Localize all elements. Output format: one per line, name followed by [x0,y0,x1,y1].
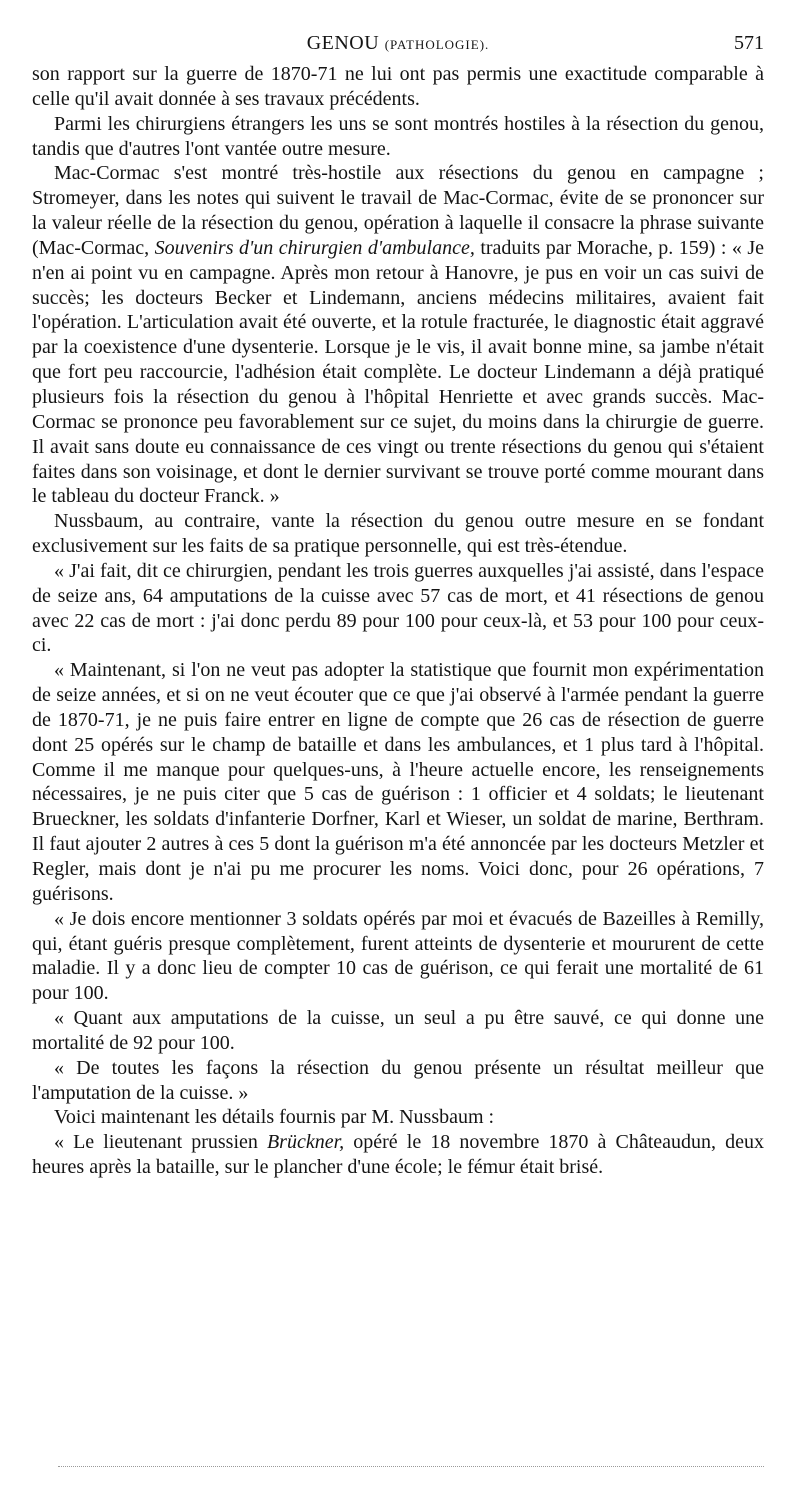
paragraph-5: « J'ai fait, dit ce chirurgien, pendant les trois guerres auxquelles j'ai assisté, dans l'espace de seize ans, 64 amputations de la cuisse avec 57 cas de mort, et 41 résections de genou avec 22 cas de mort : j'ai donc perdu 89 pour 100 pour ceux-là, et 53 pour 100 pour ceux-ci. [32,559,764,657]
paragraph-1: son rapport sur la guerre de 1870-71 ne lui ont pas permis une exactitude comparable à celle qu'il avait donnée à ses travaux précédents. [32,63,764,110]
paragraph-9: « De toutes les façons la résection du genou présente un résultat meilleur que l'amputation de la cuisse. » [32,1056,764,1104]
paragraph-6: « Maintenant, si l'on ne veut pas adopter la statistique que fournit mon expérimentation de seize années, et si on ne veut écouter que ce que j'ai observé à l'armée pendant la guerre de 1870-71, je ne puis faire entrer en ligne de compte que 26 cas de résection de guerre dont 25 opérés sur le champ de bataille et dans les ambulances, et 1 plus tard à l'hôpital. Comme il me manque pour quelques-uns, à l'heure actuelle encore, les renseignements nécessaires, je ne puis citer que 5 cas de guérison : 1 officier et 4 soldats; le lieutenant Brueckner, les soldats d'infanterie Dorfner, Karl et Wieser, un soldat de marine, Berthram. Il faut ajouter 2 autres à ces 5 dont la guérison m'a été annoncée par les docteurs Metzler et Regler, mais dont je n'ai pu me procurer les noms. Voici donc, pour 26 opérations, 7 guérisons. [32,659,764,905]
paragraph-11-name: Brückner, [266,1131,345,1154]
paragraph-7: « Je dois encore mentionner 3 soldats opérés par moi et évacués de Bazeilles à Remilly, qui, étant guéris presque complètement, furent atteints de dysenterie et moururent de cette maladie. Il y a donc lieu de compter 10 cas de guérison, ce qui ferait une mortalité de 61 pour 100. [32,907,764,1005]
paragraph-11 [32,1130,764,1180]
paragraph-3-part-2: traduits par Morache, p. 159) : « Je n'en ai point vu en campagne. Après mon retour à Hanovre, je pus en voir un cas suivi de succès; les docteurs Becker et Lindemann, anciens médecins militaires, avaient fait l'opération. L'articulation avait été ouverte, et la rotule fracturée, le diagnostic était aggravé par la coexistence d'une dysenterie. Lorsque je le vis, il avait bonne mine, sa jambe n'était que fort peu raccourcie, l'adhésion était complète. Le docteur Lindemann a déjà pratiqué plusieurs fois la résection du genou à l'hôpital Henriette et avec grands succès. Mac-Cormac se prononce peu favorablement sur ce sujet, du moins dans la chirurgie de guerre. Il avait sans doute eu connaissance de ces vingt ou trente résections du genou qui s'étaient faites dans son voisinage, et dont le dernier survivant se trouve porté comme mourant dans le tableau du docteur Franck. » [32,236,764,508]
paragraph-2: Parmi les chirurgiens étrangers les uns se sont montrés hostiles à la résection du genou, tandis que d'autres l'ont vantée outre mesure. [32,112,764,160]
paragraph-4: Nussbaum, au contraire, vante la résection du genou outre mesure en se fondant exclusivement sur les faits de sa pratique personnelle, qui est très-étendue. [32,510,764,558]
paragraph-3-book-title: Souvenirs d'un chirurgien d'ambulance, [154,236,475,259]
paragraph-3 [32,161,764,509]
footer-dotted-rule [58,1466,764,1467]
header-title-subtitle: (PATHOLOGIE). [384,37,490,52]
running-header [32,30,764,56]
header-title-main: GENOU [306,32,380,54]
paragraph-11-part-1: « Le lieutenant prussien [54,1131,267,1154]
header-title [32,30,764,58]
paragraph-3-part-1: Mac-Cormac s'est montré très-hostile aux résections du genou en campagne ; Stromeyer, dans les notes qui suivent le travail de Mac-Cormac, évite de se prononcer sur la valeur réelle de la résection du genou, opération à laquelle il consacre la phrase suivante (Mac-Cormac, [32,162,764,259]
page-number: 571 [734,32,764,54]
paragraph-11-part-2: opéré le 18 novembre 1870 à Châteaudun, deux heures après la bataille, sur le plancher d'une école; le fémur était brisé. [32,1131,764,1179]
paragraph-10: Voici maintenant les détails fournis par M. Nussbaum : [54,1106,495,1129]
paragraph-8: « Quant aux amputations de la cuisse, un seul a pu être sauvé, ce qui donne une mortalité de 92 pour 100. [32,1007,764,1054]
body-text [32,62,764,1180]
